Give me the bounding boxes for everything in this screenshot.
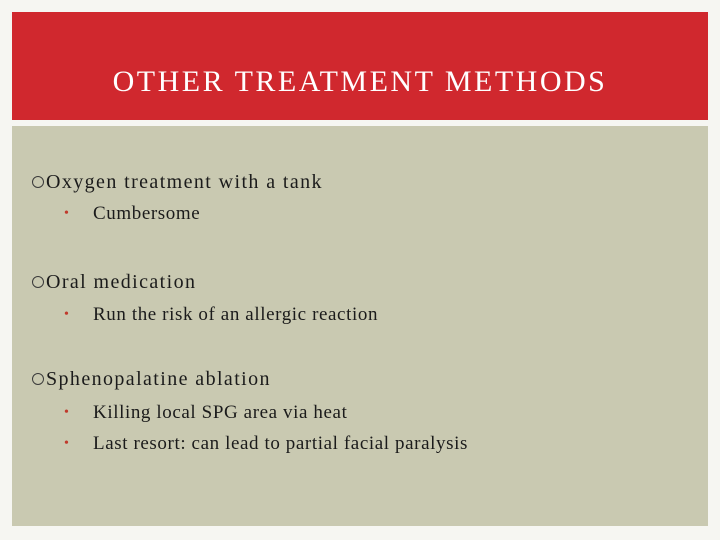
- sub-item-cumbersome: Cumbersome: [93, 203, 201, 224]
- title-bar: [12, 12, 708, 120]
- sub-bullet-dot: •: [64, 436, 69, 451]
- bullet-item-oxygen: Oxygen treatment with a tank: [46, 171, 323, 193]
- circle-bullet-icon: [32, 276, 44, 288]
- sub-bullet-dot: •: [64, 307, 69, 322]
- sub-item-last-resort: Last resort: can lead to partial facial paralysis: [93, 433, 468, 454]
- bullet-item-oral-medication: Oral medication: [46, 271, 197, 293]
- slide-title: OTHER TREATMENT METHODS: [112, 65, 608, 98]
- sub-bullet-dot: •: [64, 206, 69, 221]
- sub-item-allergic-reaction: Run the risk of an allergic reaction: [93, 304, 379, 325]
- circle-bullet-icon: [32, 373, 44, 385]
- bullet-item-sphenopalatine: Sphenopalatine ablation: [46, 368, 271, 390]
- sub-bullet-dot: •: [64, 405, 69, 420]
- circle-bullet-icon: [32, 176, 44, 188]
- sub-item-spg-heat: Killing local SPG area via heat: [93, 402, 348, 423]
